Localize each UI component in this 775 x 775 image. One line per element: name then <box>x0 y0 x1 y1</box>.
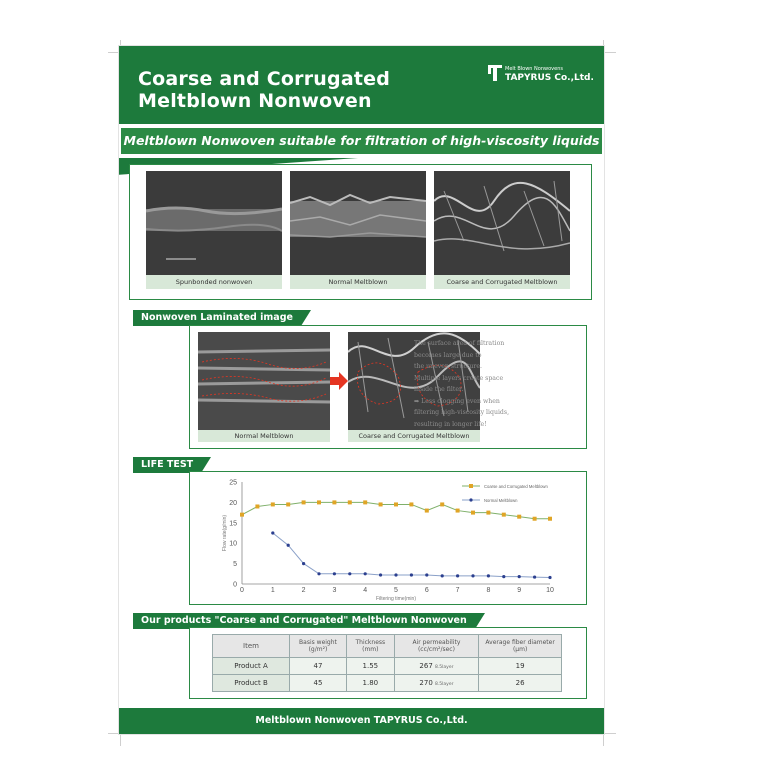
data-point <box>348 500 352 504</box>
data-point <box>502 575 505 578</box>
subtitle-text: Meltblown Nonwoven suitable for filtration of high-viscosity liquids <box>123 133 600 148</box>
footer: Meltblown Nonwoven TAPYRUS Co.,Ltd. <box>119 708 604 734</box>
x-tick-label: 4 <box>363 587 368 594</box>
description-line: inside the filter. <box>414 386 464 393</box>
sem-photo <box>290 171 426 275</box>
data-point <box>502 513 506 517</box>
table-cell: Product B <box>213 675 290 692</box>
comparison-box <box>129 164 592 300</box>
data-point <box>302 562 305 565</box>
data-point <box>271 531 274 534</box>
legend-marker <box>469 484 473 488</box>
data-point <box>379 502 383 506</box>
laminated-description <box>414 338 544 430</box>
series-line <box>273 533 550 577</box>
data-point <box>287 544 290 547</box>
sem-photo <box>434 171 570 275</box>
legend-label: Normal Meltblown <box>484 498 518 503</box>
sem-image-coarse <box>434 171 570 289</box>
y-axis-label: Flow rate(g/min) <box>222 514 228 552</box>
title-line2: Meltblown Nonwoven <box>138 90 372 112</box>
legend-marker <box>469 498 472 501</box>
data-point <box>518 575 521 578</box>
data-point <box>332 500 336 504</box>
y-tick-label: 5 <box>233 561 237 569</box>
table-cell: 1.80 <box>346 675 394 692</box>
data-point <box>533 517 537 521</box>
sem-image-normal <box>290 171 426 289</box>
data-point <box>425 573 428 576</box>
data-point <box>471 511 475 515</box>
section-label-products: Our products "Coarse and Corrugated" Meltblown Nonwoven <box>133 613 475 629</box>
x-tick-label: 0 <box>240 587 244 594</box>
table-cell: 26 <box>479 675 562 692</box>
description-line: resulting in longer life! <box>414 420 487 428</box>
arrow-right-icon <box>330 372 348 390</box>
x-tick-label: 8 <box>486 587 491 594</box>
spec-table <box>212 634 562 692</box>
table-header-cell: Basis weight (g/m²) <box>290 635 347 658</box>
description-line: the uneven structure. <box>414 363 482 370</box>
data-point <box>456 509 460 513</box>
air-value: 270 <box>419 679 433 687</box>
tapyrus-logo-icon <box>487 64 503 82</box>
table-header-cell: Item <box>213 635 290 658</box>
legend-label: Coarse and Corrugated Meltblown <box>484 484 548 489</box>
data-point <box>487 574 490 577</box>
description-line: filtering high-viscosity liquids, <box>414 409 510 416</box>
data-point <box>548 517 552 521</box>
table-cell: 19 <box>479 658 562 675</box>
poster-title <box>138 68 390 112</box>
data-point <box>394 502 398 506</box>
air-note: 8.5layer <box>435 665 454 670</box>
data-point <box>441 574 444 577</box>
air-note: 8.5layer <box>435 682 454 687</box>
data-point <box>348 572 351 575</box>
data-point <box>379 573 382 576</box>
data-point <box>286 502 290 506</box>
description-line: Multiple layers create space <box>414 374 504 382</box>
data-point <box>271 502 275 506</box>
section-label-laminated: Nonwoven Laminated image <box>133 310 301 326</box>
data-point <box>317 500 321 504</box>
data-point <box>240 513 244 517</box>
y-tick-label: 25 <box>229 479 237 487</box>
y-tick-label: 15 <box>229 520 237 528</box>
table-row <box>213 658 562 675</box>
data-point <box>363 500 367 504</box>
data-point <box>425 509 429 513</box>
data-point <box>456 574 459 577</box>
y-tick-label: 0 <box>233 581 237 589</box>
y-tick-label: 10 <box>229 540 237 548</box>
sem-photo <box>146 171 282 275</box>
data-point <box>471 574 474 577</box>
table-cell: 47 <box>290 658 347 675</box>
sem-image-spunbonded <box>146 171 282 289</box>
x-tick-label: 1 <box>270 587 275 594</box>
data-point <box>333 572 336 575</box>
data-point <box>517 515 521 519</box>
air-value: 267 <box>419 662 433 670</box>
header <box>119 46 604 124</box>
data-point <box>440 502 444 506</box>
table-cell: 1.55 <box>346 658 394 675</box>
data-point <box>364 572 367 575</box>
data-point <box>317 572 320 575</box>
table-header-row <box>213 635 562 658</box>
data-point <box>533 575 536 578</box>
poster <box>118 45 605 735</box>
title-line1: Coarse and Corrugated <box>138 68 391 90</box>
x-tick-label: 6 <box>424 587 429 594</box>
logo-name: TAPYRUS Co.,Ltd. <box>505 73 594 83</box>
laminated-caption: Coarse and Corrugated Meltblown <box>348 430 480 442</box>
description-line: The surface area of filtration <box>414 340 505 347</box>
table-cell: Product A <box>213 658 290 675</box>
data-point <box>548 576 551 579</box>
description-line: becomes large due to <box>414 351 482 359</box>
subtitle-bar <box>121 128 602 154</box>
table-cell <box>394 658 479 675</box>
x-tick-label: 3 <box>332 587 337 594</box>
laminated-caption: Normal Meltblown <box>198 430 330 442</box>
x-tick-label: 2 <box>301 587 306 594</box>
products-box <box>189 627 587 699</box>
table-cell: 45 <box>290 675 347 692</box>
sem-caption: Spunbonded nonwoven <box>146 275 282 289</box>
data-point <box>486 511 490 515</box>
data-point <box>255 504 259 508</box>
description-line: ➡ Less clogging even when <box>414 397 500 405</box>
table-cell <box>394 675 479 692</box>
laminated-photo <box>198 332 330 430</box>
life-test-box <box>189 471 587 605</box>
data-point <box>409 502 413 506</box>
data-point <box>302 500 306 504</box>
table-header-cell: Thickness (mm) <box>346 635 394 658</box>
x-tick-label: 10 <box>546 587 554 594</box>
sem-caption: Coarse and Corrugated Meltblown <box>434 275 570 289</box>
life-test-chart <box>190 472 586 604</box>
data-point <box>394 573 397 576</box>
data-point <box>410 573 413 576</box>
laminated-image-normal <box>198 332 330 442</box>
x-tick-label: 5 <box>394 587 398 594</box>
x-axis-label: Filtering time(min) <box>375 596 417 602</box>
table-row <box>213 675 562 692</box>
y-tick-label: 20 <box>229 499 237 507</box>
table-header-cell: Air permeability (cc/cm²/sec) <box>394 635 479 658</box>
x-tick-label: 7 <box>455 587 460 594</box>
logo-subtext: Melt Blown Nonwovens <box>505 66 563 72</box>
table-header-cell: Average fiber diameter (μm) <box>479 635 562 658</box>
section-label-life-test: LIFE TEST <box>133 457 201 473</box>
sem-caption: Normal Meltblown <box>290 275 426 289</box>
x-tick-label: 9 <box>517 587 522 594</box>
